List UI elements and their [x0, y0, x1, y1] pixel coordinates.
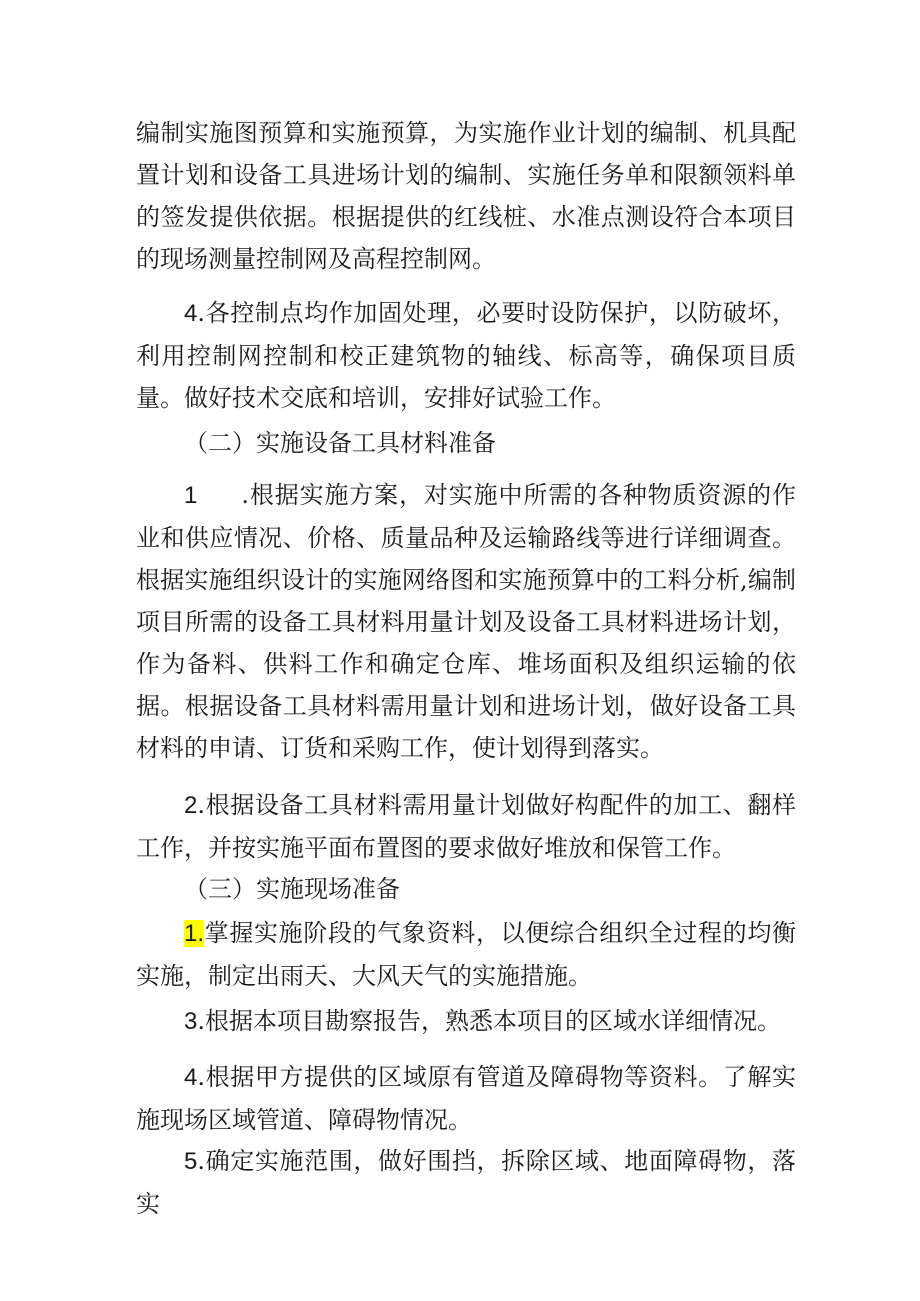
paragraph-text: .根据实施方案，对实施中所需的各种物质资源的作业和供应情况、价格、质量品种及运输路线等进行详细调查。根据实施组织设计的实施网络图和实施预算中的工料分析,编制项目所需的设备工具材料用量计划及设备工具材料进场计划，作为备料、供料工作和确定仓库、堆场面积及组织运输的依据。根据设备工具材料需用量计划和进场计划，做好设备工具材料的申请、订货和采购工作，使计划得到落实。	[136, 481, 796, 762]
paragraph-item-1-materials	[136, 474, 796, 769]
paragraph-text: .根据设备工具材料需用量计划做好构配件的加工、翻样工作，并按实施平面布置图的要求做好堆放和保管工作。	[136, 791, 796, 862]
item-number: 5	[184, 1148, 198, 1175]
section-heading-site: （三）实施现场准备	[184, 875, 400, 903]
paragraph-item-2-components	[136, 784, 796, 869]
paragraph-item-4-control-points	[136, 292, 796, 419]
paragraph-budget	[136, 112, 796, 280]
item-number: 2	[184, 792, 198, 819]
paragraph-text: .各控制点均作加固处理，必要时设防保护，以防破坏，利用控制网控制和校正建筑物的轴线、标高等，确保项目质量。做好技术交底和培训，安排好试验工作。	[136, 299, 796, 412]
paragraph-text: .根据本项目勘察报告，熟悉本项目的区域水详细情况。	[197, 1007, 781, 1035]
paragraph-item-1-weather	[136, 912, 796, 997]
item-number: 4	[184, 1064, 198, 1091]
item-number: 4	[184, 300, 198, 327]
item-number: 1	[184, 482, 198, 509]
paragraph-text: 掌握实施阶段的气象资料，以便综合组织全过程的均衡实施，制定出雨天、大风天气的实施措施。	[136, 919, 796, 990]
paragraph-text: .根据甲方提供的区域原有管道及障碍物等资料。了解实施现场区域管道、障碍物情况。	[136, 1063, 796, 1134]
paragraph-item-3-survey	[136, 1000, 796, 1043]
paragraph-item-4-pipelines	[136, 1056, 796, 1141]
highlighted-item-number: 1.	[184, 920, 205, 947]
paragraph-text: .确定实施范围，做好围挡，拆除区域、地面障碍物，落实	[136, 1147, 796, 1218]
paragraph-text: 编制实施图预算和实施预算，为实施作业计划的编制、机具配置计划和设备工具进场计划的编制、实施任务单和限额领料单的签发提供依据。根据提供的红线桩、水准点测设符合本项目的现场测量控制网及高程控制网。	[136, 119, 796, 273]
section-heading-equipment: （二）实施设备工具材料准备	[184, 429, 496, 457]
paragraph-item-5-site-scope	[136, 1140, 796, 1225]
item-number: 3	[184, 1008, 198, 1035]
